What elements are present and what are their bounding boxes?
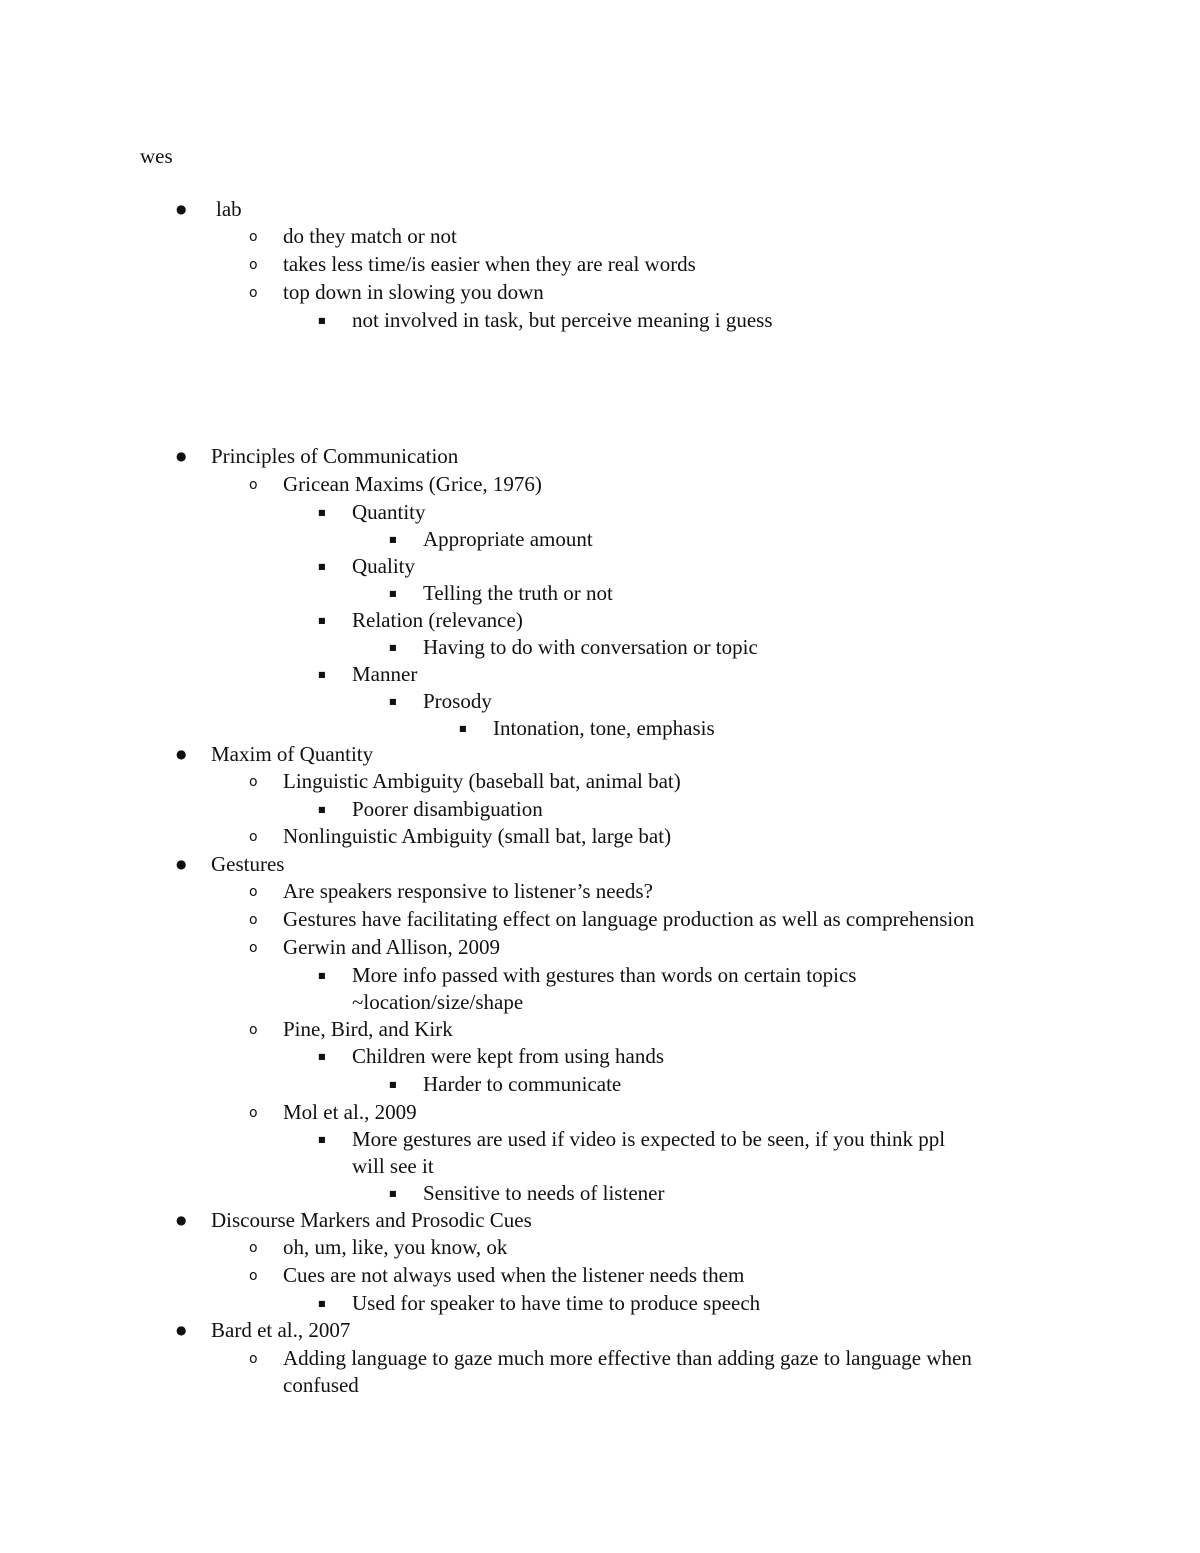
list-item-text: will see it <box>352 1154 434 1178</box>
list-item-text: Gricean Maxims (Grice, 1976) <box>283 472 542 496</box>
list-item-text: Maxim of Quantity <box>211 742 374 766</box>
filled-circle-bullet-icon: ● <box>176 202 187 216</box>
hollow-o-bullet-icon: o <box>249 477 258 493</box>
square-bullet-icon: ■ <box>318 1299 326 1308</box>
square-bullet-icon: ■ <box>318 1135 326 1144</box>
list-item-text: Adding language to gaze much more effective than adding gaze to language when <box>283 1346 972 1370</box>
square-bullet-icon: ■ <box>318 316 326 325</box>
square-bullet-icon: ■ <box>318 562 326 571</box>
square-bullet-icon: ■ <box>389 1189 397 1198</box>
list-item-text: Poorer disambiguation <box>352 797 543 821</box>
list-item-text: Manner <box>352 662 418 686</box>
list-item-text: do they match or not <box>283 224 457 248</box>
hollow-o-bullet-icon: o <box>249 1105 258 1121</box>
hollow-o-bullet-icon: o <box>249 774 258 790</box>
list-item-text: ~location/size/shape <box>352 990 524 1014</box>
list-item-text: Children were kept from using hands <box>352 1044 665 1068</box>
list-item-text: oh, um, like, you know, ok <box>283 1235 508 1259</box>
square-bullet-icon: ■ <box>318 616 326 625</box>
hollow-o-bullet-icon: o <box>249 829 258 845</box>
list-item-text: Prosody <box>423 689 492 713</box>
list-item-text: Are speakers responsive to listener’s needs? <box>283 879 653 903</box>
list-item-text: Mol et al., 2009 <box>283 1100 417 1124</box>
list-item-text: lab <box>216 197 242 221</box>
list-item-text: Quality <box>352 554 415 578</box>
list-item-text: Nonlinguistic Ambiguity (small bat, large bat) <box>283 824 672 848</box>
hollow-o-bullet-icon: o <box>249 229 258 245</box>
list-item-text: Sensitive to needs of listener <box>423 1181 665 1205</box>
list-item-text: Gerwin and Allison, 2009 <box>283 935 500 959</box>
square-bullet-icon: ■ <box>389 643 397 652</box>
square-bullet-icon: ■ <box>389 589 397 598</box>
square-bullet-icon: ■ <box>318 670 326 679</box>
list-item-text: Used for speaker to have time to produce speech <box>352 1291 761 1315</box>
list-item-text: More gestures are used if video is expected to be seen, if you think ppl <box>352 1127 946 1151</box>
list-item-text: top down in slowing you down <box>283 280 544 304</box>
list-item-text: Principles of Communication <box>211 444 459 468</box>
list-item-text: Gestures <box>211 852 285 876</box>
hollow-o-bullet-icon: o <box>249 1022 258 1038</box>
list-item-text: Discourse Markers and Prosodic Cues <box>211 1208 532 1232</box>
list-item-text: Relation (relevance) <box>352 608 523 632</box>
list-item-text: Gestures have facilitating effect on language production as well as comprehension <box>283 907 975 931</box>
filled-circle-bullet-icon: ● <box>176 857 187 871</box>
list-item-text: not involved in task, but perceive meaning i guess <box>352 308 773 332</box>
hollow-o-bullet-icon: o <box>249 1240 258 1256</box>
list-item-text: Telling the truth or not <box>423 581 613 605</box>
square-bullet-icon: ■ <box>459 724 467 733</box>
list-item-text: Quantity <box>352 500 426 524</box>
list-item-text: Cues are not always used when the listener needs them <box>283 1263 745 1287</box>
filled-circle-bullet-icon: ● <box>176 747 187 761</box>
list-item-text: Harder to communicate <box>423 1072 622 1096</box>
hollow-o-bullet-icon: o <box>249 884 258 900</box>
hollow-o-bullet-icon: o <box>249 285 258 301</box>
list-item-text: takes less time/is easier when they are real words <box>283 252 696 276</box>
list-item-text: Linguistic Ambiguity (baseball bat, animal bat) <box>283 769 681 793</box>
square-bullet-icon: ■ <box>318 508 326 517</box>
hollow-o-bullet-icon: o <box>249 1351 258 1367</box>
list-item-text: Intonation, tone, emphasis <box>493 716 715 740</box>
hollow-o-bullet-icon: o <box>249 912 258 928</box>
square-bullet-icon: ■ <box>318 805 326 814</box>
filled-circle-bullet-icon: ● <box>176 1213 187 1227</box>
hollow-o-bullet-icon: o <box>249 1268 258 1284</box>
filled-circle-bullet-icon: ● <box>176 449 187 463</box>
list-item-text: More info passed with gestures than words on certain topics <box>352 963 857 987</box>
square-bullet-icon: ■ <box>389 1080 397 1089</box>
list-item-text: confused <box>283 1373 359 1397</box>
list-item-text: Bard et al., 2007 <box>211 1318 351 1342</box>
list-item-text: Having to do with conversation or topic <box>423 635 758 659</box>
hollow-o-bullet-icon: o <box>249 940 258 956</box>
square-bullet-icon: ■ <box>318 971 326 980</box>
hollow-o-bullet-icon: o <box>249 257 258 273</box>
square-bullet-icon: ■ <box>318 1052 326 1061</box>
header-text: wes <box>140 144 173 168</box>
filled-circle-bullet-icon: ● <box>176 1323 187 1337</box>
square-bullet-icon: ■ <box>389 535 397 544</box>
list-item-text: Appropriate amount <box>423 527 593 551</box>
list-item-text: Pine, Bird, and Kirk <box>283 1017 453 1041</box>
square-bullet-icon: ■ <box>389 697 397 706</box>
